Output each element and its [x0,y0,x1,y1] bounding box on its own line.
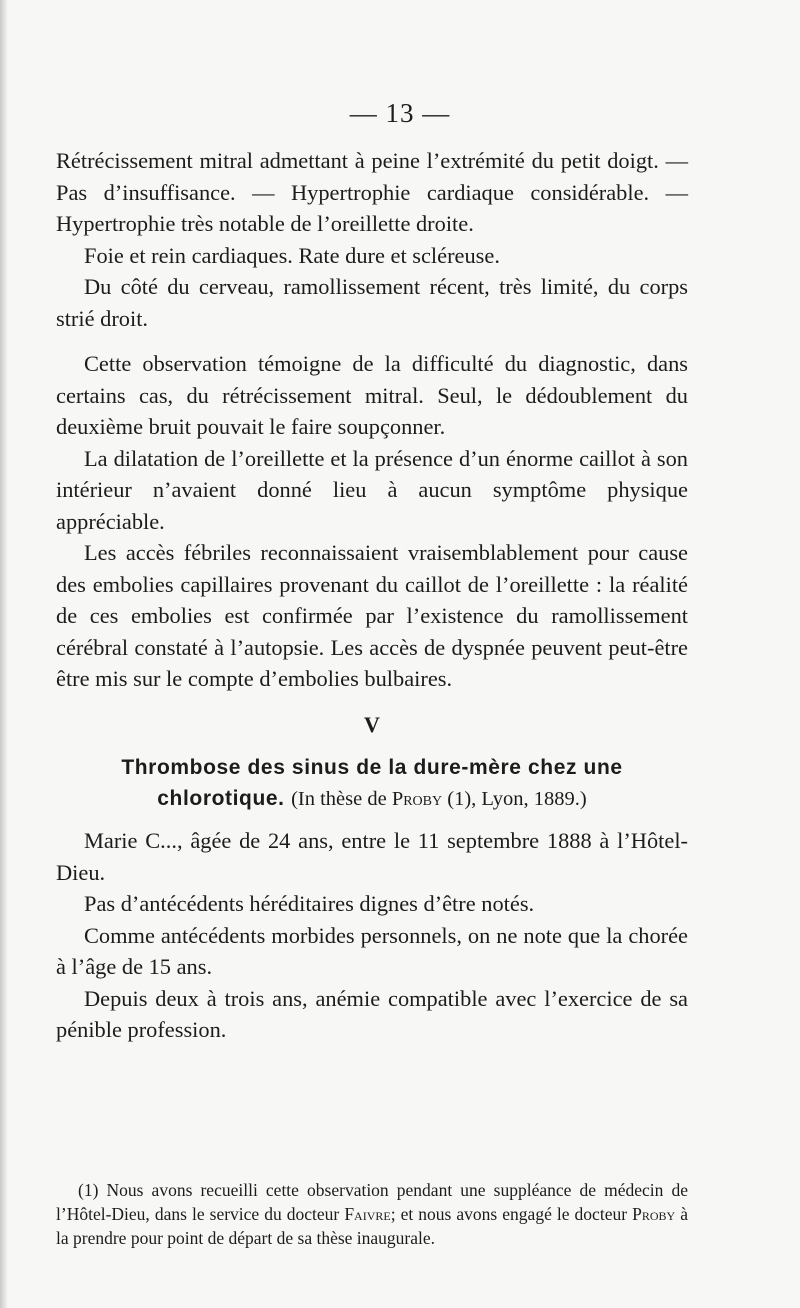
paragraph: Cette observation témoigne de la difficulté du diagnostic, dans certains cas, du rétrécissement mitral. Seul, le dédoublement du deuxième bruit pouvait le faire soupçonner. [56,351,688,439]
paragraph: La dilatation de l’oreillette et la présence d’un énorme caillot à son intérieur n’avaient donné lieu à aucun symptôme physique appréciable. [56,445,688,534]
paragraph: Marie C..., âgée de 24 ans, entre le 11 septembre 1888 à l’Hôtel-Dieu. [56,828,688,885]
paragraph: Du côté du cerveau, ramollissement récent, très limité, du corps strié droit. [56,274,688,331]
source-prefix: (In thèse de [291,788,392,810]
paragraph: Foie et rein cardiaques. Rate dure et scléreuse. [84,242,500,268]
source-suffix: (1), Lyon, 1889.) [442,788,587,810]
paragraph: Les accès fébriles reconnaissaient vraisemblablement pour cause des embolies capillaires provenant du caillot de l’oreillette : la réalité de ces embolies est confirmée par l’existence du ramollissement cérébral constaté à l’autopsie. Les accès de dyspnée peuvent peut-être être mis sur le compte d’embolies bulbaires. [56,540,688,691]
section-number: V [364,711,380,737]
section-source [291,788,587,810]
paragraph: Depuis deux à trois ans, anémie compatible avec l’exercice de sa pénible profession. [56,985,688,1042]
footnote [56,1160,688,1267]
footnote-text [56,1178,688,1250]
source-author: Proby [391,788,443,810]
paragraph: Comme antécédents morbides personnels, on ne note que la chorée à l’âge de 15 ans. [56,922,688,979]
section-title [56,752,688,815]
footnote-name: Proby [632,1203,676,1224]
footnote-part: à la prendre pour point de départ de sa thèse inaugurale. [56,1203,688,1248]
footnote-name: Faivre [344,1203,391,1224]
footnote-part: Nous avons recueilli cette observation pendant une suppléance de médecin de l’Hôtel-Dieu, dans le service du docteur [56,1179,688,1224]
footnote-part: ; et nous avons engagé le docteur [390,1203,633,1224]
section-title-text: Thrombose des sinus de la dure-mère chez une chlorotique. [121,756,623,810]
paragraph: Pas d’antécédents héréditaires dignes d’être notés. [84,891,535,916]
paragraph: Rétrécissement mitral admettant à peine l’extrémité du petit doigt. — Pas d’insuffisance. — Hypertrophie cardiaque considérable. — Hypertrophie très notable de l’oreillette droite. [56,148,688,236]
page-edge-shadow [0,0,8,1308]
page-number: — 13 — [349,98,451,128]
footnote-marker: (1) [78,1179,99,1200]
main-text [56,145,688,1046]
